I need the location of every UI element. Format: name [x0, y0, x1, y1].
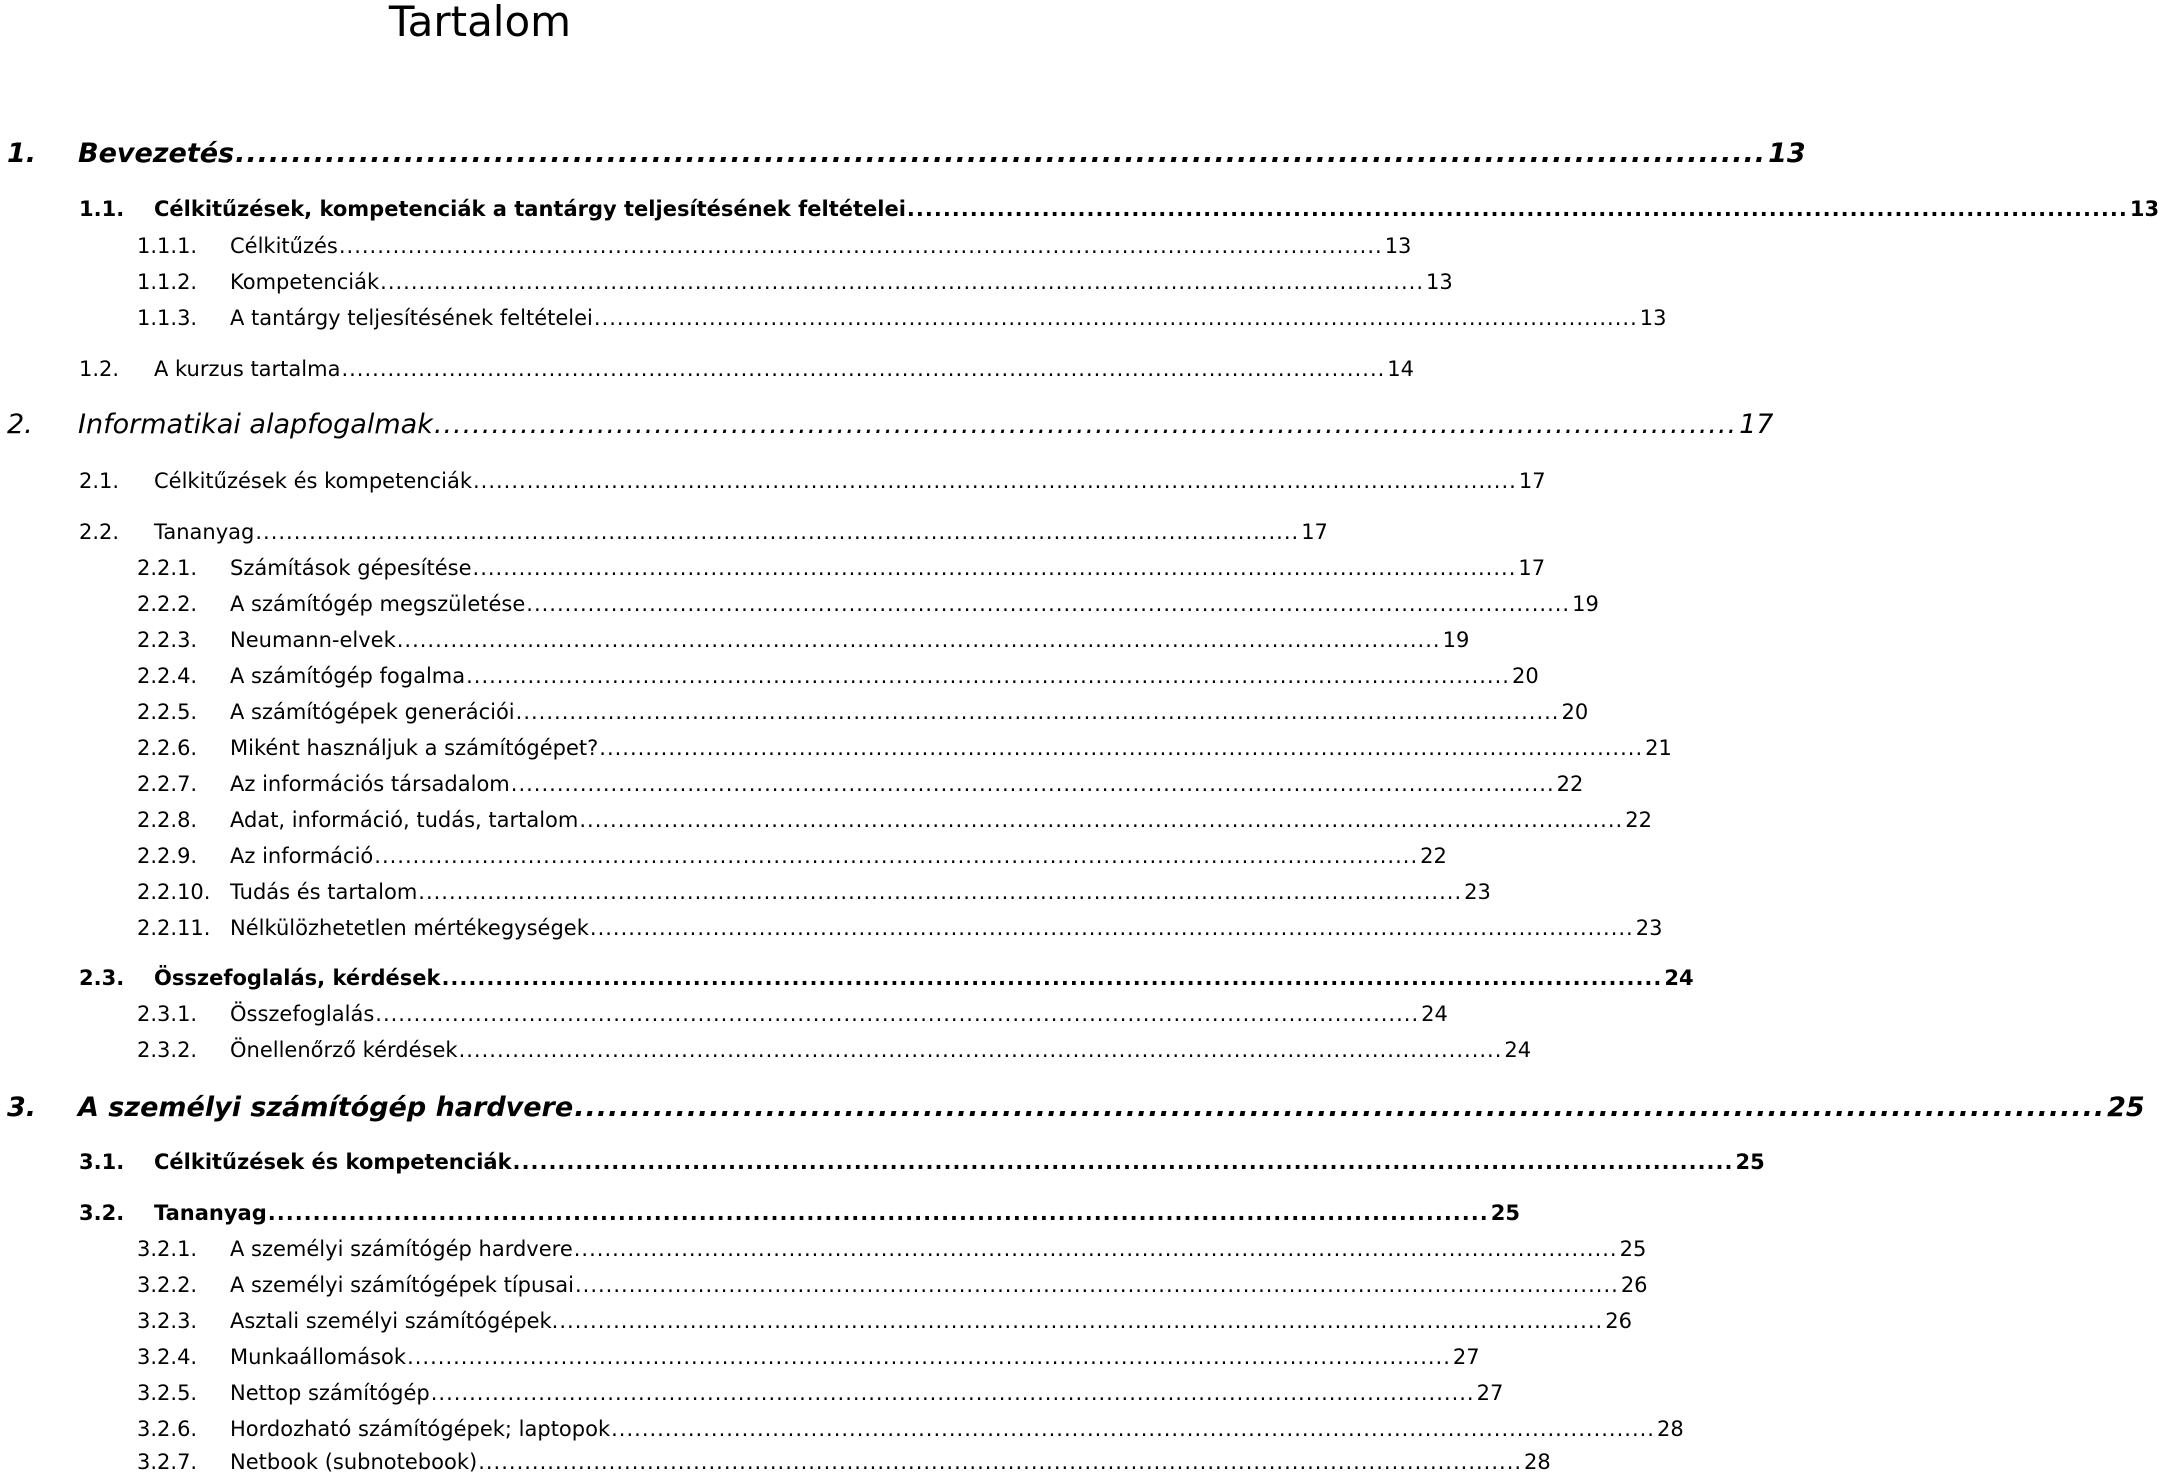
toc-entry-subsection[interactable] — [0, 1445, 1551, 1479]
toc-page: 17 — [1739, 409, 1774, 440]
toc-entry-subsection[interactable] — [0, 731, 1672, 765]
toc-leader: ........................................................................................................................................ — [407, 1345, 1451, 1369]
toc-entry-subsection[interactable] — [0, 911, 1663, 945]
toc-leader: ........................................................................................................................................ — [478, 1450, 1523, 1474]
toc-number: 2.2.9. — [137, 844, 198, 868]
toc-page: 26 — [1605, 1309, 1632, 1333]
toc-label: Célkitűzés — [230, 234, 338, 258]
toc-page: 13 — [1384, 234, 1412, 258]
toc-entry-subsection[interactable] — [0, 839, 1447, 873]
toc-label: Összefoglalás, kérdések — [154, 966, 441, 990]
toc-leader: ........................................................................................................................................ — [341, 357, 1386, 381]
toc-label: Összefoglalás — [230, 1002, 375, 1026]
toc-page: 25 — [2107, 1092, 2145, 1123]
toc-number: 3.2.1. — [137, 1237, 198, 1261]
toc-label: Nettop számítógép — [230, 1381, 430, 1405]
toc-label: Adat, információ, tudás, tartalom — [230, 808, 579, 832]
toc-number: 1. — [7, 138, 37, 169]
toc-page: 22 — [1625, 808, 1652, 832]
toc-number: 2. — [7, 409, 33, 440]
toc-number: 1.1.3. — [137, 306, 198, 330]
toc-page: 17 — [1518, 556, 1546, 580]
toc-label: Munkaállomások — [230, 1345, 407, 1369]
toc-entry-subsection[interactable] — [0, 875, 1491, 909]
toc-label: Hordozható számítógépek; laptopok — [230, 1417, 611, 1441]
toc-number: 3.2.5. — [137, 1381, 198, 1405]
toc-entry-subsection[interactable] — [0, 803, 1652, 837]
toc-number: 3.2.6. — [137, 1417, 198, 1441]
toc-label: Miként használjuk a számítógépet? — [230, 736, 599, 760]
toc-page: 13 — [2129, 197, 2159, 221]
toc-entry-subsection[interactable] — [0, 623, 1470, 657]
toc-leader: ........................................................................................................................................ — [559, 1309, 1604, 1333]
toc-page: 13 — [1426, 270, 1453, 294]
toc-number: 3.2.4. — [137, 1345, 198, 1369]
toc-leader: ........................................................................................................................................ — [396, 628, 1441, 652]
toc-label: Tudás és tartalom — [230, 880, 418, 904]
toc-entry-section[interactable] — [0, 192, 2159, 226]
toc-leader: ........................................................................................................................................ — [579, 808, 1624, 832]
toc-label: A számítógépek generációi — [230, 700, 515, 724]
toc-leader: ........................................................................................................................................ — [589, 916, 1634, 940]
toc-page: 23 — [1635, 916, 1663, 940]
toc-entry-subsection[interactable] — [0, 1232, 1647, 1266]
toc-number: 3.2.2. — [137, 1273, 198, 1297]
page-title: Tartalom — [388, 0, 572, 46]
toc-entry-subsection[interactable] — [0, 587, 1599, 621]
toc-entry-section[interactable] — [0, 961, 1694, 995]
toc-label: Nélkülözhetetlen mértékegységek — [230, 916, 589, 940]
toc-page: 24 — [1504, 1038, 1532, 1062]
toc-page: 19 — [1442, 628, 1470, 652]
toc-page: 13 — [1768, 138, 1806, 169]
toc-entry-chapter[interactable] — [0, 136, 1806, 172]
toc-label: Neumann-elvek — [230, 628, 396, 652]
toc-label: Kompetenciák — [230, 270, 380, 294]
toc-leader: ........................................................................................................................................ — [255, 520, 1300, 544]
toc-page: 20 — [1561, 700, 1589, 724]
toc-leader: ........................................................................................................................................ — [599, 736, 1644, 760]
toc-leader: ........................................................................................................................................ — [611, 1417, 1655, 1441]
toc-leader: ........................................................................................................................................ — [472, 469, 1517, 493]
toc-number: 2.2.7. — [137, 772, 198, 796]
toc-number: 3.2.3. — [137, 1309, 198, 1333]
toc-number: 3.2.7. — [137, 1450, 198, 1474]
toc-entry-section[interactable] — [0, 1196, 1520, 1230]
toc-page: 22 — [1556, 772, 1584, 796]
toc-number: 2.2.4. — [137, 664, 198, 688]
toc-page: 26 — [1620, 1273, 1648, 1297]
toc-number: 3.2. — [79, 1201, 125, 1225]
toc-leader: ........................................................................................................................................ — [515, 700, 1560, 724]
toc-label: Informatikai alapfogalmak — [78, 409, 433, 440]
toc-entry-subsection[interactable] — [0, 265, 1453, 299]
toc-page: 25 — [1490, 1201, 1520, 1225]
toc-page: 13 — [1639, 306, 1667, 330]
toc-label: A személyi számítógép hardvere — [230, 1237, 573, 1261]
toc-label: Netbook (subnotebook) — [230, 1450, 478, 1474]
toc-leader: ........................................................................................................................................ — [441, 966, 1663, 990]
toc-number: 3. — [7, 1092, 37, 1123]
toc-leader: ........................................................................................................................................ — [380, 270, 1424, 294]
toc-entry-subsection[interactable] — [0, 301, 1667, 335]
toc-entry-subsection[interactable] — [0, 551, 1546, 585]
toc-label: Az információs társadalom — [230, 772, 510, 796]
toc-number: 2.1. — [79, 469, 120, 493]
toc-leader: ........................................................................................................................................ — [593, 306, 1638, 330]
toc-label: Célkitűzések és kompetenciák — [154, 469, 472, 493]
toc-label: A számítógép fogalma — [230, 664, 466, 688]
toc-number: 1.1.1. — [137, 234, 198, 258]
toc-leader: ........................................................................................................................................ — [433, 409, 1738, 440]
toc-number: 2.2.8. — [137, 808, 198, 832]
toc-label: Célkitűzések, kompetenciák a tantárgy teljesítésének feltételei — [154, 197, 906, 221]
toc-label: Tananyag — [154, 520, 255, 544]
toc-leader: ........................................................................................................................................ — [906, 197, 2128, 221]
toc-page: 22 — [1420, 844, 1447, 868]
toc-entry-subsection[interactable] — [0, 997, 1448, 1031]
toc-number: 2.2. — [79, 520, 120, 544]
toc-label: A számítógép megszületése — [230, 592, 526, 616]
toc-label: Az információ — [230, 844, 374, 868]
toc-number: 2.2.11. — [137, 916, 211, 940]
toc-page: 17 — [1301, 520, 1328, 544]
toc-leader: ........................................................................................................................................ — [466, 664, 1510, 688]
toc-number: 1.1. — [79, 197, 125, 221]
toc-label: Célkitűzések és kompetenciák — [154, 1150, 512, 1174]
toc-page: 24 — [1664, 966, 1694, 990]
toc-label: Bevezetés — [78, 138, 235, 169]
toc-page: 19 — [1572, 592, 1599, 616]
toc-page: 27 — [1476, 1381, 1504, 1405]
toc-entry-subsection[interactable] — [0, 229, 1412, 263]
toc-number: 2.2.2. — [137, 592, 198, 616]
toc-page: 21 — [1645, 736, 1672, 760]
toc-number: 1.1.2. — [137, 270, 198, 294]
toc-page: 28 — [1656, 1417, 1684, 1441]
toc-entry-subsection[interactable] — [0, 1033, 1532, 1067]
toc-page: 14 — [1387, 357, 1415, 381]
toc-label: A személyi számítógépek típusai — [230, 1273, 574, 1297]
toc-label: A személyi számítógép hardvere — [78, 1092, 574, 1123]
toc-number: 2.2.6. — [137, 736, 198, 760]
toc-leader: ........................................................................................................................................ — [338, 234, 1383, 258]
toc-page: 24 — [1421, 1002, 1448, 1026]
toc-label: Számítások gépesítése — [230, 556, 472, 580]
toc-entry-section[interactable] — [0, 464, 1546, 498]
toc-leader: ........................................................................................................................................ — [418, 880, 1463, 904]
toc-leader: ........................................................................................................................................ — [512, 1150, 1734, 1174]
toc-label: Önellenőrző kérdések — [230, 1038, 458, 1062]
toc-leader: ........................................................................................................................................ — [573, 1237, 1618, 1261]
toc-leader: ........................................................................................................................................ — [267, 1201, 1489, 1225]
toc-entry-section[interactable] — [0, 1145, 1765, 1179]
toc-label: A kurzus tartalma — [154, 357, 341, 381]
toc-leader: ........................................................................................................................................ — [526, 592, 1571, 616]
toc-leader: ........................................................................................................................................ — [235, 138, 1767, 169]
toc-label: Tananyag — [154, 1201, 267, 1225]
toc-label: Asztali személyi számítógépek. — [230, 1309, 559, 1333]
toc-leader: ........................................................................................................................................ — [472, 556, 1517, 580]
toc-entry-section[interactable] — [0, 352, 1415, 386]
toc-label: A tantárgy teljesítésének feltételei — [230, 306, 593, 330]
toc-number: 2.3.2. — [137, 1038, 198, 1062]
toc-entry-subsection[interactable] — [0, 1304, 1632, 1338]
toc-entry-subsection[interactable] — [0, 695, 1589, 729]
toc-page: 25 — [1619, 1237, 1647, 1261]
toc-number: 1.2. — [79, 357, 120, 381]
toc-number: 2.3. — [79, 966, 125, 990]
toc-page: 25 — [1735, 1150, 1765, 1174]
toc-leader: ........................................................................................................................................ — [458, 1038, 1503, 1062]
toc-number: 3.1. — [79, 1150, 125, 1174]
toc-entry-subsection[interactable] — [0, 1268, 1648, 1302]
toc-number: 2.2.1. — [137, 556, 198, 580]
toc-page: 28 — [1524, 1450, 1551, 1474]
toc-entry-subsection[interactable] — [0, 1412, 1684, 1446]
toc-entry-chapter[interactable] — [0, 1090, 2145, 1126]
toc-page: 17 — [1518, 469, 1546, 493]
toc-leader: ........................................................................................................................................ — [510, 772, 1555, 796]
toc-leader: ........................................................................................................................................ — [574, 1092, 2106, 1123]
toc-number: 2.2.10. — [137, 880, 211, 904]
toc-page: 27 — [1452, 1345, 1480, 1369]
toc-entry-chapter[interactable] — [0, 407, 1774, 443]
toc-entry-section[interactable] — [0, 515, 1328, 549]
toc-entry-subsection[interactable] — [0, 1340, 1480, 1374]
toc-entry-subsection[interactable] — [0, 767, 1584, 801]
toc-number: 2.2.3. — [137, 628, 198, 652]
toc-number: 2.3.1. — [137, 1002, 198, 1026]
toc-leader: ........................................................................................................................................ — [574, 1273, 1619, 1297]
toc-leader: ........................................................................................................................................ — [374, 844, 1419, 868]
toc-entry-subsection[interactable] — [0, 659, 1539, 693]
toc-leader: ........................................................................................................................................ — [430, 1381, 1475, 1405]
toc-page: 20 — [1511, 664, 1539, 688]
toc-leader: ........................................................................................................................................ — [375, 1002, 1420, 1026]
toc-page: 23 — [1464, 880, 1491, 904]
toc-entry-subsection[interactable] — [0, 1376, 1504, 1410]
toc-number: 2.2.5. — [137, 700, 198, 724]
